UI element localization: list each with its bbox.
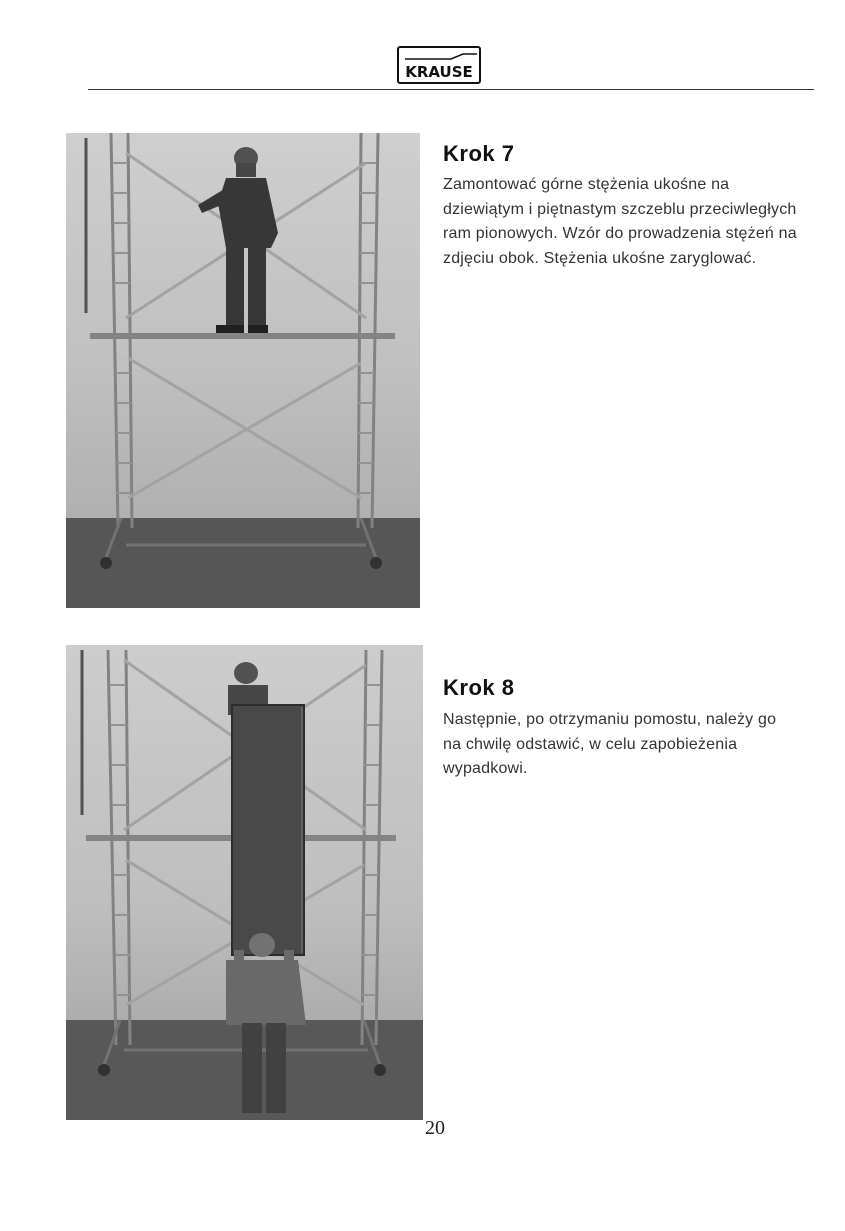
logo-stripe-icon bbox=[403, 52, 479, 60]
krause-logo bbox=[397, 46, 481, 84]
logo-text: KRAUSE bbox=[405, 63, 473, 81]
page-number: 20 bbox=[425, 1117, 445, 1139]
step-8-title: Krok 8 bbox=[443, 675, 515, 700]
step-8-photo bbox=[66, 645, 423, 1120]
header-rule bbox=[88, 89, 814, 90]
step-7-title: Krok 7 bbox=[443, 141, 515, 166]
scaffold-photo-step-8 bbox=[66, 645, 423, 1120]
step-7-description: Zamontować górne stężenia ukośne na dziewiątym i piętnastym szczeblu przeciwległych ram pionowych. Wzór do prowadzenia stężeń na zdjęciu obok. Stężenia ukośne zaryglować. bbox=[443, 176, 797, 267]
scaffold-photo-step-7 bbox=[66, 133, 420, 608]
step-7-photo bbox=[66, 133, 420, 608]
step-8-description: Następnie, po otrzymaniu pomostu, należy go na chwilę odstawić, w celu zapobieżenia wypadkowi. bbox=[443, 711, 777, 777]
